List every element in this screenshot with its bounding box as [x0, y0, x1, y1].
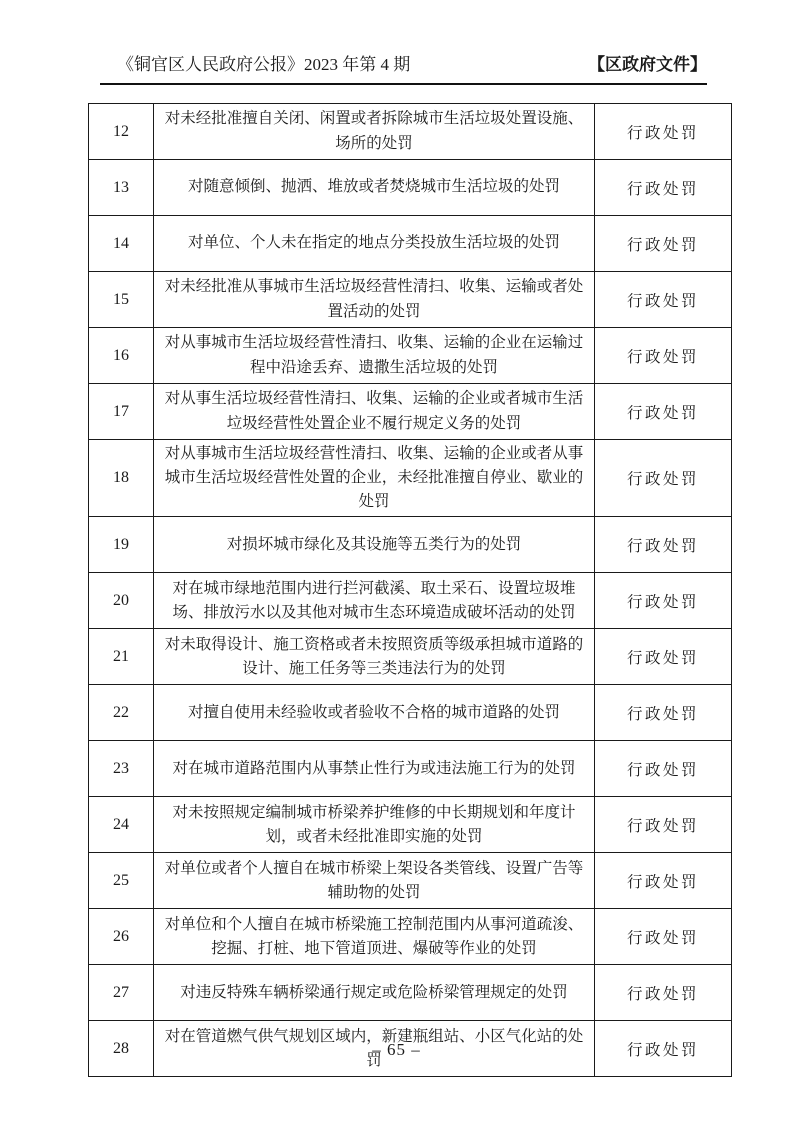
row-item-cell: 对未经批准擅自关闭、闲置或者拆除城市生活垃圾处置设施、场所的处罚 [154, 104, 595, 160]
row-type-cell: 行政处罚 [595, 384, 732, 440]
row-item-cell: 对损坏城市绿化及其设施等五类行为的处罚 [154, 517, 595, 573]
row-number-cell: 13 [89, 160, 154, 216]
row-item-cell: 对在管道燃气供气规划区域内，新建瓶组站、小区气化站的处罚 [154, 1021, 595, 1077]
row-number-cell: 21 [89, 629, 154, 685]
row-number-cell: 22 [89, 685, 154, 741]
row-type-cell: 行政处罚 [595, 1021, 732, 1077]
row-item-cell: 对从事生活垃圾经营性清扫、收集、运输的企业或者城市生活垃圾经营性处置企业不履行规定义务的处罚 [154, 384, 595, 440]
row-type-cell: 行政处罚 [595, 517, 732, 573]
row-type-cell: 行政处罚 [595, 797, 732, 853]
row-item-cell: 对擅自使用未经验收或者验收不合格的城市道路的处罚 [154, 685, 595, 741]
table-row [89, 741, 732, 797]
row-number-cell: 20 [89, 573, 154, 629]
row-type-cell: 行政处罚 [595, 104, 732, 160]
row-type-cell: 行政处罚 [595, 440, 732, 517]
row-item-cell: 对在城市绿地范围内进行拦河截溪、取土采石、设置垃圾堆场、排放污水以及其他对城市生态环境造成破坏活动的处罚 [154, 573, 595, 629]
table-row [89, 272, 732, 328]
row-number-cell: 23 [89, 741, 154, 797]
row-item-cell: 对在城市道路范围内从事禁止性行为或违法施工行为的处罚 [154, 741, 595, 797]
row-item-cell: 对随意倾倒、抛洒、堆放或者焚烧城市生活垃圾的处罚 [154, 160, 595, 216]
row-type-cell: 行政处罚 [595, 965, 732, 1021]
penalty-items-table [88, 103, 732, 1077]
row-type-cell: 行政处罚 [595, 216, 732, 272]
row-item-cell: 对从事城市生活垃圾经营性清扫、收集、运输的企业在运输过程中沿途丢弃、遗撒生活垃圾的处罚 [154, 328, 595, 384]
table-row [89, 216, 732, 272]
row-number-cell: 15 [89, 272, 154, 328]
page-header [100, 50, 707, 85]
table-row [89, 517, 732, 573]
table-row [89, 685, 732, 741]
row-type-cell: 行政处罚 [595, 741, 732, 797]
row-number-cell: 27 [89, 965, 154, 1021]
table-row [89, 797, 732, 853]
table-row [89, 328, 732, 384]
row-type-cell: 行政处罚 [595, 629, 732, 685]
row-number-cell: 16 [89, 328, 154, 384]
page-footer [0, 1040, 793, 1060]
row-item-cell: 对单位、个人未在指定的地点分类投放生活垃圾的处罚 [154, 216, 595, 272]
table-row [89, 104, 732, 160]
row-number-cell: 14 [89, 216, 154, 272]
row-number-cell: 12 [89, 104, 154, 160]
row-type-cell: 行政处罚 [595, 160, 732, 216]
row-item-cell: 对违反特殊车辆桥梁通行规定或危险桥梁管理规定的处罚 [154, 965, 595, 1021]
row-item-cell: 对未经批准从事城市生活垃圾经营性清扫、收集、运输或者处置活动的处罚 [154, 272, 595, 328]
row-number-cell: 26 [89, 909, 154, 965]
row-number-cell: 25 [89, 853, 154, 909]
row-item-cell: 对单位或者个人擅自在城市桥梁上架设各类管线、设置广告等辅助物的处罚 [154, 853, 595, 909]
section-label: 【区政府文件】 [588, 55, 707, 74]
row-type-cell: 行政处罚 [595, 328, 732, 384]
row-number-cell: 18 [89, 440, 154, 517]
row-type-cell: 行政处罚 [595, 272, 732, 328]
row-type-cell: 行政处罚 [595, 853, 732, 909]
row-item-cell: 对单位和个人擅自在城市桥梁施工控制范围内从事河道疏浚、挖掘、打桩、地下管道顶进、爆破等作业的处罚 [154, 909, 595, 965]
row-number-cell: 19 [89, 517, 154, 573]
row-number-cell: 24 [89, 797, 154, 853]
table-row [89, 853, 732, 909]
row-type-cell: 行政处罚 [595, 573, 732, 629]
table-row [89, 629, 732, 685]
table-row [89, 384, 732, 440]
row-item-cell: 对未取得设计、施工资格或者未按照资质等级承担城市道路的设计、施工任务等三类违法行为的处罚 [154, 629, 595, 685]
table-row [89, 160, 732, 216]
row-number-cell: 28 [89, 1021, 154, 1077]
table-row [89, 573, 732, 629]
table-row [89, 440, 732, 517]
row-type-cell: 行政处罚 [595, 909, 732, 965]
row-item-cell: 对未按照规定编制城市桥梁养护维修的中长期规划和年度计划，或者未经批准即实施的处罚 [154, 797, 595, 853]
table-row [89, 965, 732, 1021]
row-number-cell: 17 [89, 384, 154, 440]
row-type-cell: 行政处罚 [595, 685, 732, 741]
table-row [89, 909, 732, 965]
row-item-cell: 对从事城市生活垃圾经营性清扫、收集、运输的企业或者从事城市生活垃圾经营性处置的企业，未经批准擅自停业、歇业的处罚 [154, 440, 595, 517]
gazette-title: 《铜官区人民政府公报》2023 年第 4 期 [117, 55, 411, 74]
page-number: – 65 – [372, 1040, 421, 1059]
